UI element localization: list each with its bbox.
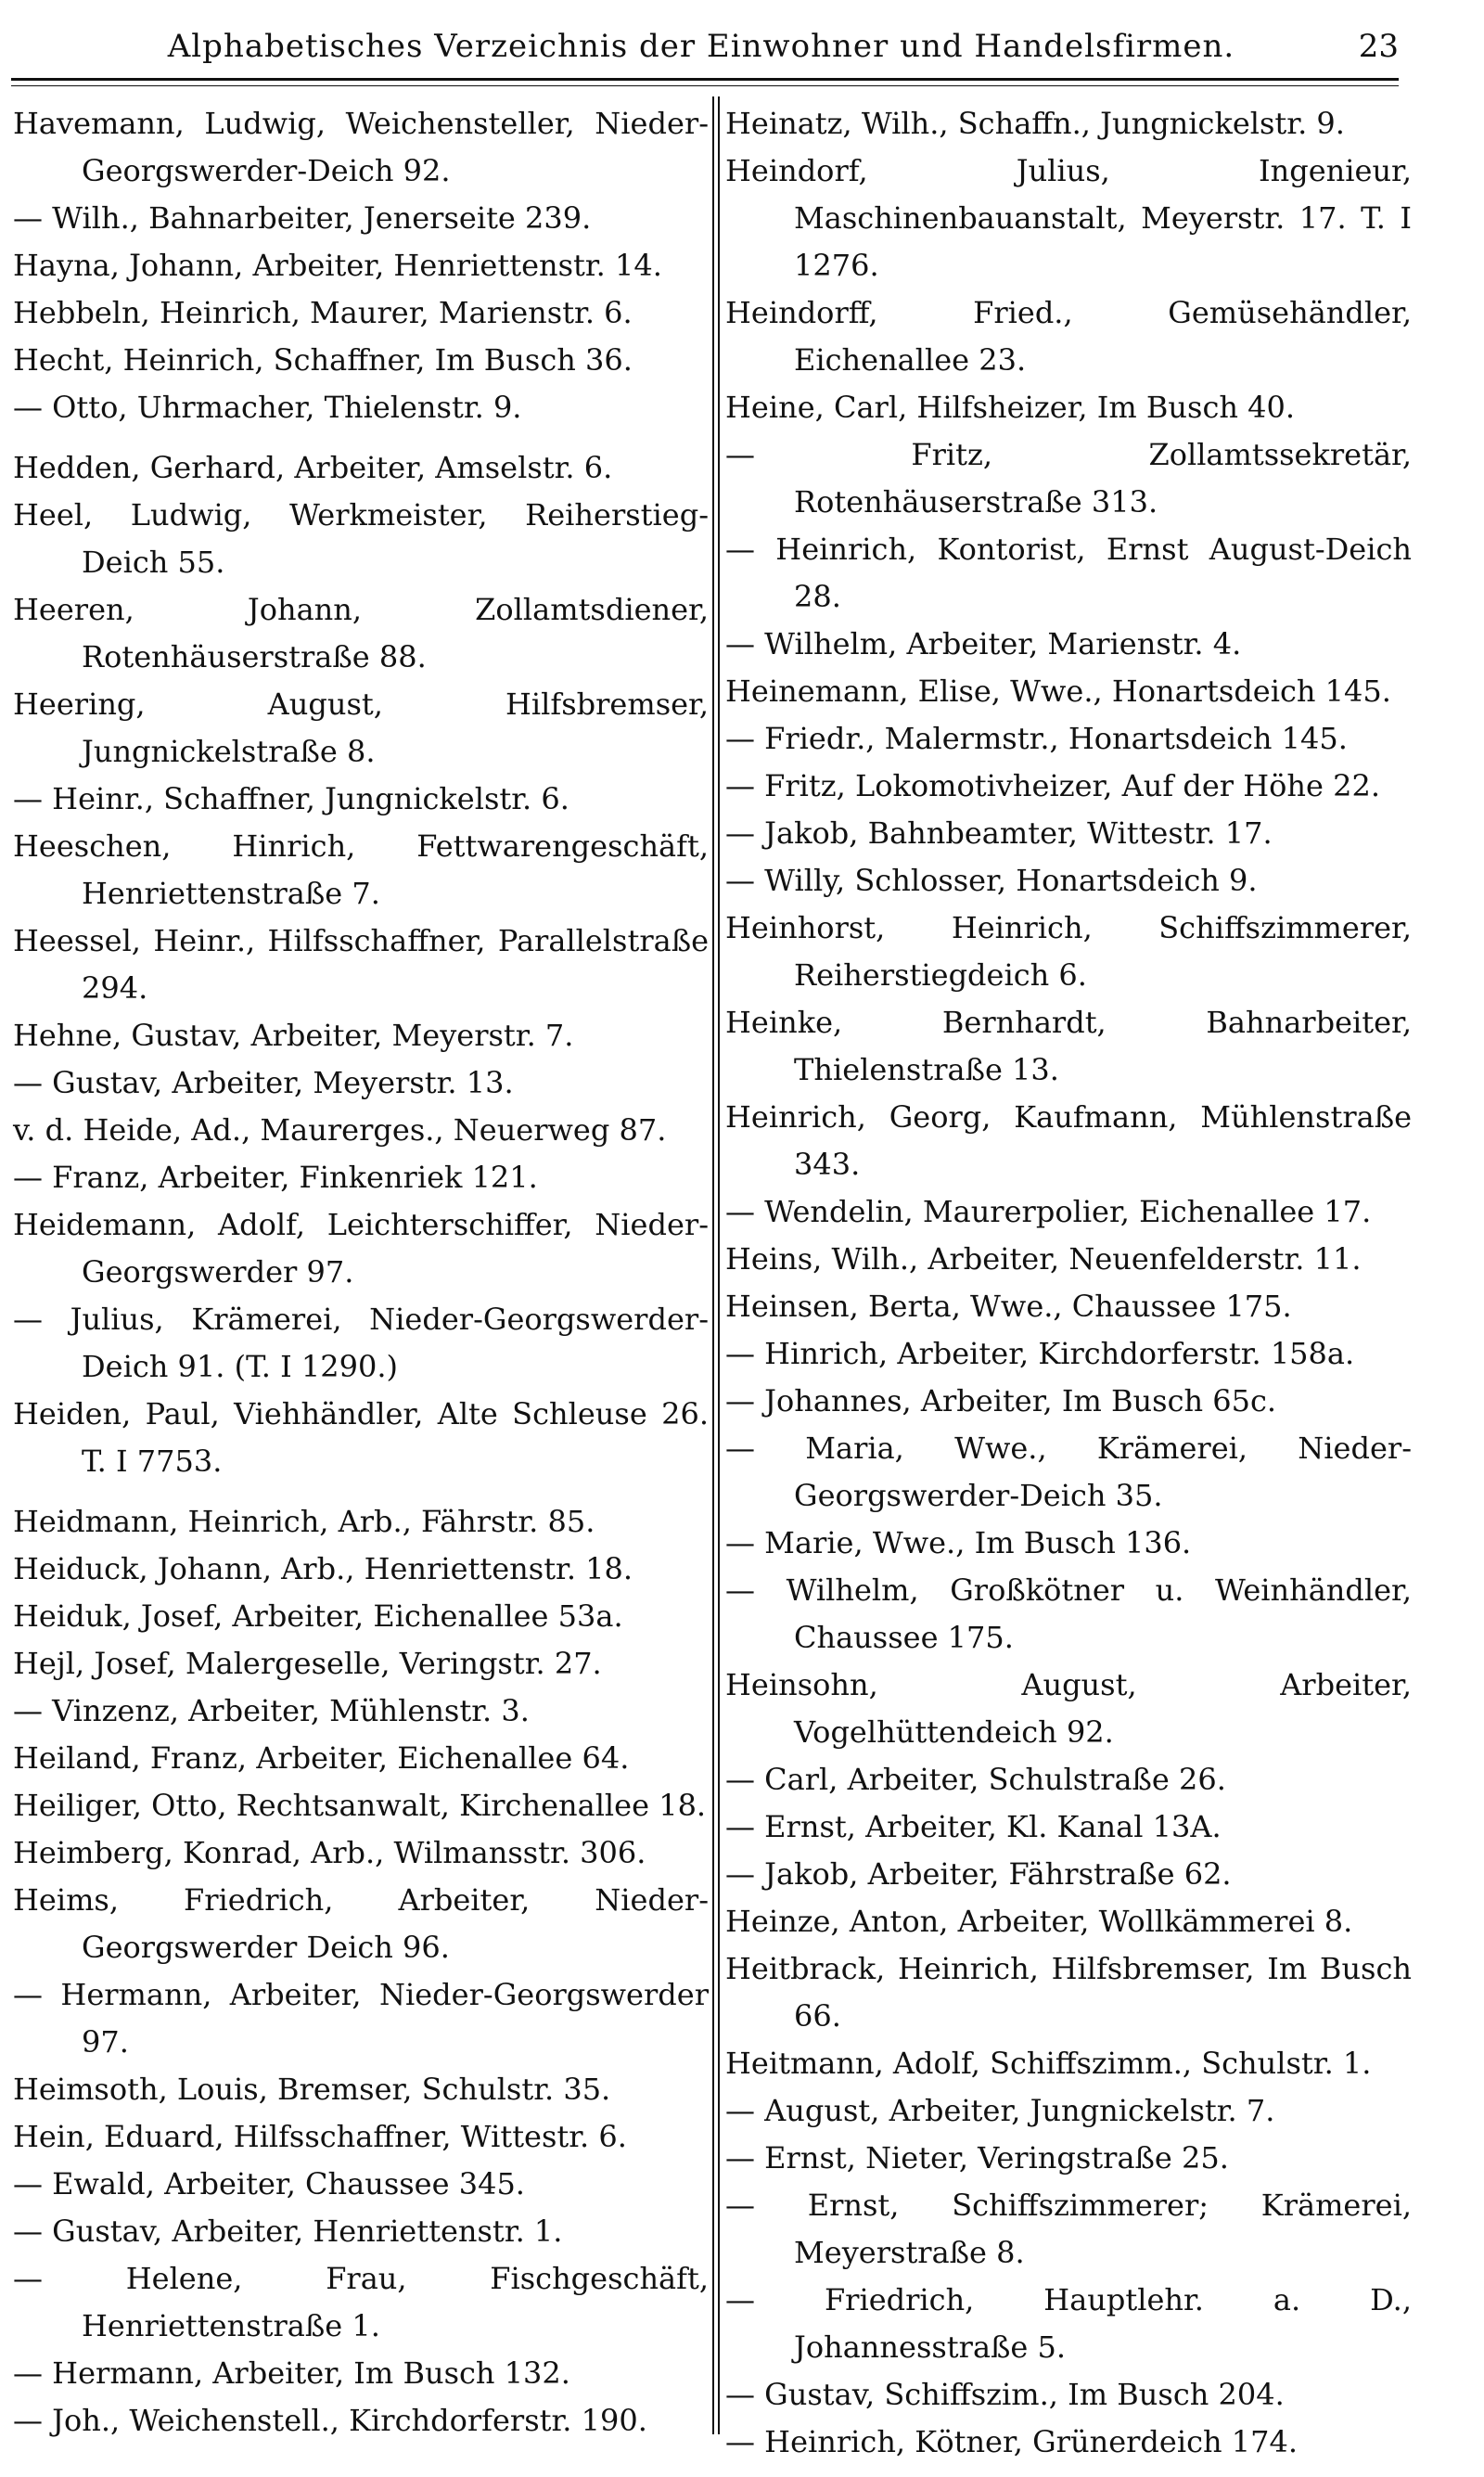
directory-entry: — Heinrich, Kontorist, Ernst August-Deich 28. xyxy=(725,532,1412,614)
directory-entry: Heinemann, Elise, Wwe., Honartsdeich 145. xyxy=(725,674,1391,709)
directory-entry: — Willy, Schlosser, Honartsdeich 9. xyxy=(725,863,1258,898)
directory-entry: Heel, Ludwig, Werkmeister, Reiherstieg-Deich 55. xyxy=(13,497,709,580)
directory-entry: v. d. Heide, Ad., Maurerges., Neuerweg 87. xyxy=(13,1112,667,1148)
directory-entry: Hehne, Gustav, Arbeiter, Meyerstr. 7. xyxy=(13,1018,574,1053)
directory-entry: — Ernst, Schiffszimmerer; Krämerei, Meyerstraße 8. xyxy=(725,2188,1412,2270)
directory-entry: Heinsen, Berta, Wwe., Chaussee 175. xyxy=(725,1289,1292,1324)
directory-entry: — Wilh., Bahnarbeiter, Jenerseite 239. xyxy=(13,200,592,236)
directory-entry: Heindorf, Julius, Ingenieur, Maschinenbauanstalt, Meyerstr. 17. T. I 1276. xyxy=(725,153,1412,283)
directory-entry: — Gustav, Schiffszim., Im Busch 204. xyxy=(725,2377,1285,2412)
directory-entry: Heimberg, Konrad, Arb., Wilmansstr. 306. xyxy=(13,1835,646,1870)
directory-entry: Hein, Eduard, Hilfsschaffner, Wittestr. 6. xyxy=(13,2119,627,2154)
directory-entry: Hejl, Josef, Malergeselle, Veringstr. 27. xyxy=(13,1646,602,1681)
directory-entry: Heiduck, Johann, Arb., Henriettenstr. 18. xyxy=(13,1551,633,1586)
directory-entry: Heindorff, Fried., Gemüsehändler, Eichenallee 23. xyxy=(725,295,1412,378)
directory-entry: Heimsoth, Louis, Bremser, Schulstr. 35. xyxy=(13,2072,611,2107)
left-column xyxy=(13,100,709,2438)
directory-entry: Hayna, Johann, Arbeiter, Henriettenstr. 14. xyxy=(13,248,662,283)
directory-entry: — Fritz, Zollamtssekretär, Rotenhäuserstraße 313. xyxy=(725,437,1412,520)
directory-entry: Hecht, Heinrich, Schaffner, Im Busch 36. xyxy=(13,342,633,378)
directory-entry: — Jakob, Bahnbeamter, Wittestr. 17. xyxy=(725,815,1273,851)
directory-entry: Havemann, Ludwig, Weichensteller, Nieder-Georgswerder-Deich 92. xyxy=(13,106,709,188)
directory-entry: — Carl, Arbeiter, Schulstraße 26. xyxy=(725,1762,1226,1797)
directory-entry: — Gustav, Arbeiter, Henriettenstr. 1. xyxy=(13,2214,563,2249)
directory-entry: Heeschen, Hinrich, Fettwarengeschäft, Henriettenstraße 7. xyxy=(13,828,709,911)
directory-entry: — Wilhelm, Arbeiter, Marienstr. 4. xyxy=(725,626,1242,661)
directory-entry: Heitbrack, Heinrich, Hilfsbremser, Im Busch 66. xyxy=(725,1951,1412,2034)
right-column xyxy=(725,100,1412,2459)
directory-entry: — Marie, Wwe., Im Busch 136. xyxy=(725,1525,1192,1560)
directory-entry: — Hermann, Arbeiter, Im Busch 132. xyxy=(13,2355,570,2391)
directory-entry: Heinrich, Georg, Kaufmann, Mühlenstraße 343. xyxy=(725,1099,1412,1182)
column-divider xyxy=(712,96,714,2434)
directory-entry: — Ernst, Nieter, Veringstraße 25. xyxy=(725,2140,1229,2175)
directory-entry: Heinatz, Wilh., Schaffn., Jungnickelstr. 9. xyxy=(725,106,1345,141)
header-rule xyxy=(11,78,1399,81)
directory-entry: Heinze, Anton, Arbeiter, Wollkämmerei 8. xyxy=(725,1904,1353,1939)
directory-entry: Heiduk, Josef, Arbeiter, Eichenallee 53a. xyxy=(13,1598,623,1634)
directory-entry: Heeren, Johann, Zollamtsdiener, Rotenhäuserstraße 88. xyxy=(13,592,709,674)
directory-entry: — Gustav, Arbeiter, Meyerstr. 13. xyxy=(13,1065,514,1100)
directory-entry: — Ernst, Arbeiter, Kl. Kanal 13A. xyxy=(725,1809,1222,1844)
directory-entry: Hebbeln, Heinrich, Maurer, Marienstr. 6. xyxy=(13,295,633,330)
directory-entry: — Ewald, Arbeiter, Chaussee 345. xyxy=(13,2166,525,2201)
directory-entry: — Wendelin, Maurerpolier, Eichenallee 17. xyxy=(725,1194,1372,1229)
directory-entry: Heiden, Paul, Viehhändler, Alte Schleuse 26. T. I 7753. xyxy=(13,1396,709,1479)
directory-entry: Heims, Friedrich, Arbeiter, Nieder-Georgswerder Deich 96. xyxy=(13,1882,709,1965)
directory-entry: Heidemann, Adolf, Leichterschiffer, Nieder-Georgswerder 97. xyxy=(13,1207,709,1290)
directory-entry: Heine, Carl, Hilfsheizer, Im Busch 40. xyxy=(725,390,1296,425)
directory-entry: Heering, August, Hilfsbremser, Jungnickelstraße 8. xyxy=(13,687,709,769)
directory-entry: — Wilhelm, Großkötner u. Weinhändler, Chaussee 175. xyxy=(725,1572,1412,1655)
directory-entry: — Otto, Uhrmacher, Thielenstr. 9. xyxy=(13,390,522,425)
column-divider xyxy=(718,96,720,2434)
directory-entry: — Heinr., Schaffner, Jungnickelstr. 6. xyxy=(13,781,569,816)
directory-entry: Heiliger, Otto, Rechtsanwalt, Kirchenallee 18. xyxy=(13,1788,707,1823)
directory-entry: — Vinzenz, Arbeiter, Mühlenstr. 3. xyxy=(13,1693,530,1728)
directory-entry: — Julius, Krämerei, Nieder-Georgswerder-Deich 91. (T. I 1290.) xyxy=(13,1302,709,1384)
directory-entry: — Johannes, Arbeiter, Im Busch 65c. xyxy=(725,1383,1277,1418)
directory-entry: Heinhorst, Heinrich, Schiffszimmerer, Reiherstiegdeich 6. xyxy=(725,910,1412,993)
directory-entry: — Heinrich, Kötner, Grünerdeich 174. xyxy=(725,2424,1298,2459)
directory-entry: — Hinrich, Arbeiter, Kirchdorferstr. 158a. xyxy=(725,1336,1355,1371)
page-header-title: Alphabetisches Verzeichnis der Einwohner und Handelsfirmen. xyxy=(167,28,1235,65)
directory-entry: — August, Arbeiter, Jungnickelstr. 7. xyxy=(725,2093,1275,2128)
directory-entry: Heessel, Heinr., Hilfsschaffner, Parallelstraße 294. xyxy=(13,923,709,1006)
directory-entry: — Maria, Wwe., Krämerei, Nieder-Georgswerder-Deich 35. xyxy=(725,1431,1412,1513)
directory-entry: Heins, Wilh., Arbeiter, Neuenfelderstr. 11. xyxy=(725,1241,1362,1277)
directory-entry: Heinsohn, August, Arbeiter, Vogelhüttendeich 92. xyxy=(725,1667,1412,1750)
directory-entry: — Franz, Arbeiter, Finkenriek 121. xyxy=(13,1160,538,1195)
directory-entry: Heitmann, Adolf, Schiffszimm., Schulstr. 1. xyxy=(725,2046,1372,2081)
directory-entry: — Helene, Frau, Fischgeschäft, Henriettenstraße 1. xyxy=(13,2261,709,2343)
page-number: 23 xyxy=(1358,28,1399,65)
directory-entry: Heiland, Franz, Arbeiter, Eichenallee 64. xyxy=(13,1740,630,1776)
directory-entry: — Joh., Weichenstell., Kirchdorferstr. 190. xyxy=(13,2403,647,2438)
directory-entry: Hedden, Gerhard, Arbeiter, Amselstr. 6. xyxy=(13,450,613,485)
directory-entry: — Jakob, Arbeiter, Fährstraße 62. xyxy=(725,1856,1232,1892)
directory-entry: Heidmann, Heinrich, Arb., Fährstr. 85. xyxy=(13,1504,595,1539)
directory-entry: — Hermann, Arbeiter, Nieder-Georgswerder 97. xyxy=(13,1977,709,2060)
directory-entry: — Fritz, Lokomotivheizer, Auf der Höhe 22. xyxy=(725,768,1381,803)
directory-entry: — Friedr., Malermstr., Honartsdeich 145. xyxy=(725,721,1348,756)
directory-entry: — Friedrich, Hauptlehr. a. D., Johannesstraße 5. xyxy=(725,2282,1412,2365)
header-rule-thin xyxy=(11,85,1399,86)
directory-entry: Heinke, Bernhardt, Bahnarbeiter, Thielenstraße 13. xyxy=(725,1005,1412,1087)
